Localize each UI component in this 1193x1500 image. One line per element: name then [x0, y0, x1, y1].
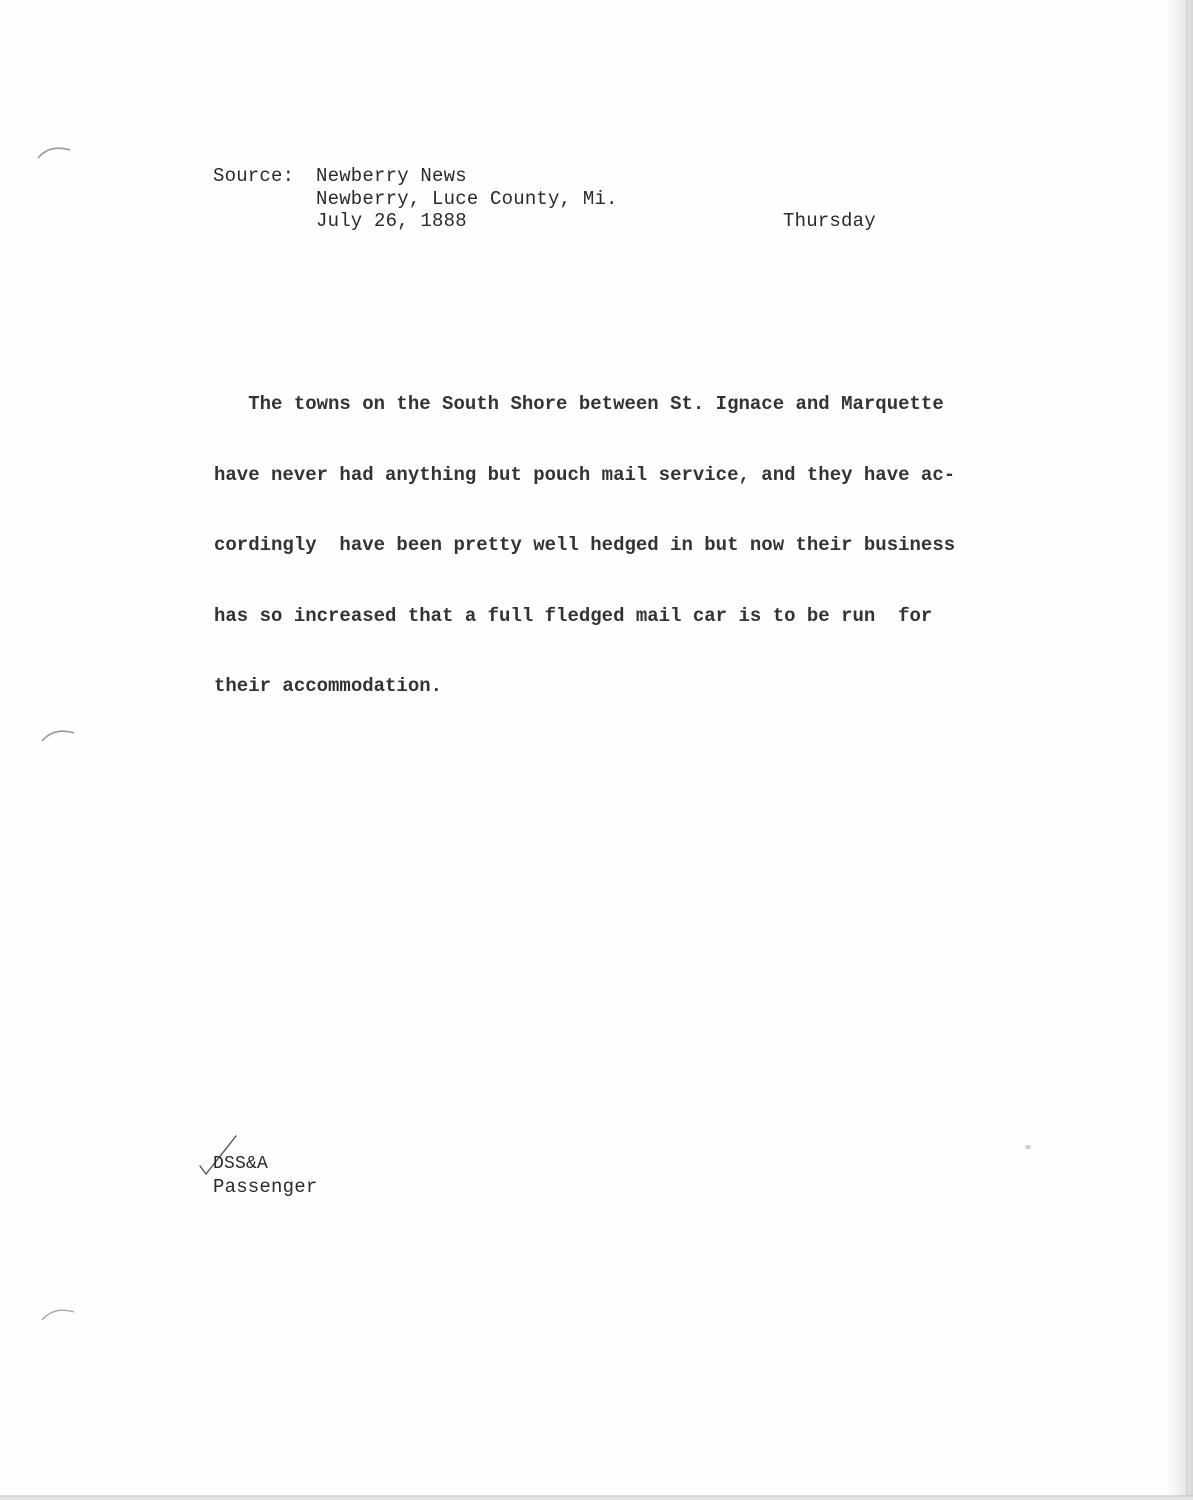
paper-speck	[1024, 1144, 1032, 1150]
article-body	[214, 346, 955, 746]
punch-hole-mark	[40, 727, 76, 743]
publication-name: Newberry News	[316, 165, 467, 187]
article-line: has so increased that a full fledged mail car is to be run for	[214, 604, 933, 627]
article-line: The towns on the South Shore between St. Ignace and Marquette	[214, 393, 944, 415]
scan-edge-shadow	[0, 1492, 1193, 1500]
scan-edge-shadow	[1157, 0, 1193, 1500]
railroad-code: DSS&A	[213, 1154, 269, 1174]
article-line: have never had anything but pouch mail service, and they have ac-	[214, 463, 956, 486]
article-line: cordingly have been pretty well hedged in but now their business	[214, 534, 956, 556]
publication-date: July 26, 1888	[316, 210, 467, 232]
category-label: Passenger	[213, 1176, 318, 1198]
source-label: Source:	[213, 165, 295, 187]
publication-place: Newberry, Luce County, Mi.	[316, 188, 618, 210]
punch-hole-mark	[36, 144, 72, 160]
publication-weekday: Thursday	[783, 210, 876, 232]
punch-hole-mark	[40, 1306, 76, 1322]
article-line: their accommodation.	[214, 675, 443, 697]
